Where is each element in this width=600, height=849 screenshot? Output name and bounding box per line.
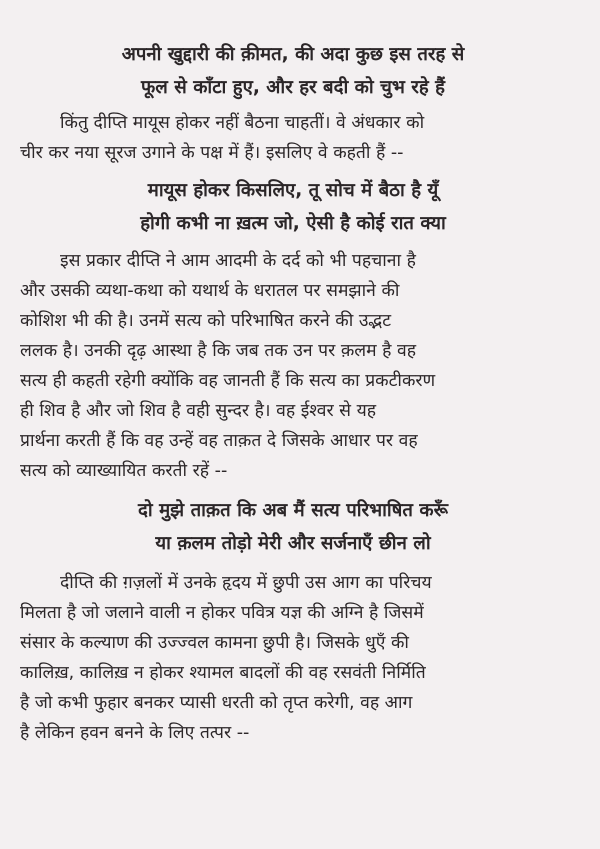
couplet-3-line-1: दो मुझे ताक़त कि अब मैं सत्य परिभाषित करूँ bbox=[138, 500, 448, 521]
couplet-2 bbox=[20, 174, 566, 240]
paragraph-3-line: संसार के कल्याण की उज्ज्वल कामना छुपी है। जिसके धुएँ की bbox=[20, 633, 409, 653]
couplet-1-line-1: अपनी खुद्दारी की क़ीमत, की अदा कुछ इस तरह से bbox=[121, 44, 465, 65]
paragraph-2-line: कोशिश भी की है। उनमें सत्य को परिभाषित करने की उद्भट bbox=[20, 311, 392, 331]
paragraph-2-line: ललक है। उनकी दृढ़ आस्था है कि जब तक उन पर क़लम है वह bbox=[20, 341, 417, 361]
couplet-1-line-2: फूल से काँटा हुए, और हर बदी को चुभ रहे हैं bbox=[141, 77, 445, 98]
couplet-3-line-2: या क़लम तोड़ो मेरी और सर्जनाएँ छीन लो bbox=[155, 533, 431, 554]
paragraph-2 bbox=[20, 246, 566, 486]
paragraph-3-line: कालिख़, कालिख़ न होकर श्यामल बादलों की वह रसवंती निर्मिति bbox=[20, 663, 426, 683]
paragraph-3-line: है जो कभी फुहार बनकर प्यासी धरती को तृप्त करेगी, वह आग bbox=[20, 693, 413, 713]
paragraph-3-line: मिलता है जो जलाने वाली न होकर पवित्र यज्ञ की अग्नि है जिसमें bbox=[20, 603, 424, 623]
paragraph-1 bbox=[20, 108, 566, 168]
paragraph-2-line: प्रार्थना करती हैं कि वह उन्हें वह ताक़त दे जिसके आधार पर वह bbox=[20, 431, 418, 451]
paragraph-2-line: ही शिव है और जो शिव है वही सुन्दर है। वह ईश्वर से यह bbox=[20, 401, 377, 421]
paragraph-2-line: और उसकी व्यथा-कथा को यथार्थ के धरातल पर समझाने की bbox=[20, 281, 400, 301]
couplet-2-line-1: मायूस होकर किसलिए, तू सोच में बैठा है यूँ bbox=[147, 180, 439, 201]
paragraph-2-line: इस प्रकार दीप्ति ने आम आदमी के दर्द को भी पहचाना है bbox=[60, 251, 416, 271]
paragraph-1-line: किंतु दीप्ति मायूस होकर नहीं बैठना चाहतीं। वे अंधकार को bbox=[60, 113, 425, 133]
paragraph-2-line: सत्य को व्याख्यायित करती रहें -- bbox=[20, 461, 228, 481]
paragraph-1-line: चीर कर नया सूरज उगाने के पक्ष में हैं। इसलिए वे कहती हैं -- bbox=[20, 143, 404, 163]
paragraph-3-line: है लेकिन हवन बनने के लिए तत्पर -- bbox=[20, 723, 250, 743]
paragraph-3-line: दीप्ति की ग़ज़लों में उनके हृदय में छुपी उस आग का परिचय bbox=[60, 573, 432, 593]
couplet-3 bbox=[20, 494, 566, 560]
paragraph-3 bbox=[20, 568, 566, 748]
paragraph-2-line: सत्य ही कहती रहेगी क्योंकि वह जानती हैं कि सत्य का प्रकटीकरण bbox=[20, 371, 436, 391]
couplet-1 bbox=[20, 38, 566, 104]
couplet-2-line-2: होगी कभी ना ख़त्म जो, ऐसी है कोई रात क्या bbox=[140, 213, 446, 234]
